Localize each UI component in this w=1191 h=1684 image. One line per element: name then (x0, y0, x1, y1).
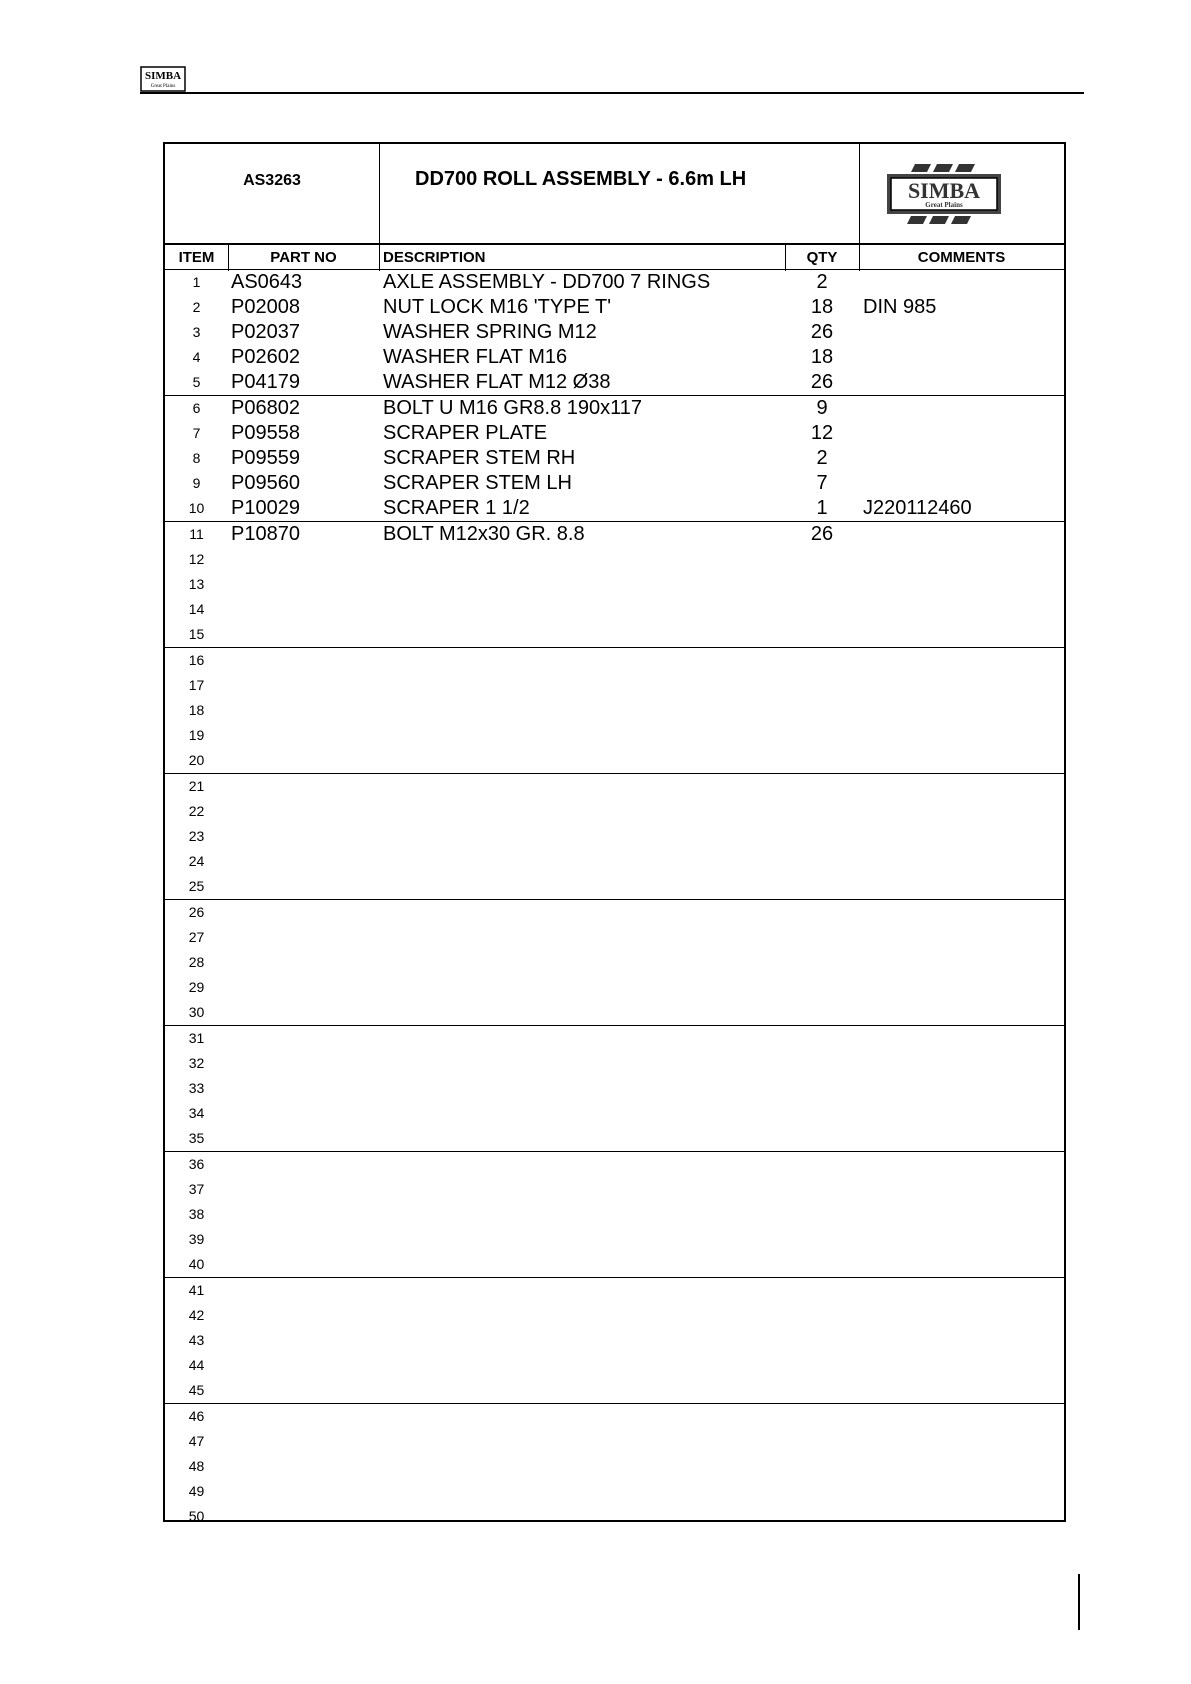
header-logo (140, 66, 186, 92)
cell-part-no: P09559 (231, 447, 300, 469)
table-row (165, 471, 1064, 496)
cell-comments: J220112460 (863, 497, 972, 519)
cell-qty (785, 1000, 859, 1025)
cell-item: 9 (192, 475, 201, 491)
cell-item: 42 (188, 1307, 205, 1323)
cell-item: 14 (188, 601, 205, 617)
table-row (165, 1278, 1064, 1303)
cell-item: 29 (188, 979, 205, 995)
cell-qty (785, 774, 859, 799)
table-row (165, 925, 1064, 950)
cell-item: 1 (192, 274, 201, 290)
cell-part-no: P02008 (231, 296, 300, 318)
table-row (165, 1101, 1064, 1126)
header-rule (140, 92, 1084, 94)
cell-item: 49 (188, 1483, 205, 1499)
cell-item: 16 (188, 652, 205, 668)
cell-item: 40 (188, 1256, 205, 1272)
cell-item: 13 (188, 576, 205, 592)
cell-description: BOLT U M16 GR8.8 190x117 (383, 397, 643, 419)
table-row (165, 1126, 1064, 1152)
column-divider (785, 245, 786, 271)
table-row (165, 1328, 1064, 1353)
cell-qty (785, 723, 859, 748)
cell-item: 23 (188, 828, 205, 844)
cell-qty: 12 (810, 422, 834, 444)
cell-qty (785, 975, 859, 1000)
cell-qty (785, 1303, 859, 1328)
table-row (165, 1051, 1064, 1076)
cell-qty: 9 (816, 397, 828, 419)
header-logo-subtext: Great Plains (150, 84, 176, 89)
cell-description: SCRAPER STEM RH (383, 447, 576, 469)
cell-qty (785, 950, 859, 975)
column-divider (859, 245, 860, 271)
cell-item: 25 (188, 878, 205, 894)
cell-qty (785, 1026, 859, 1051)
cell-item: 27 (188, 929, 205, 945)
cell-item: 28 (188, 954, 205, 970)
table-row (165, 1504, 1064, 1529)
cell-item: 2 (192, 299, 201, 315)
cell-item: 26 (188, 904, 205, 920)
column-header-description: DESCRIPTION (383, 249, 486, 266)
cell-item: 44 (188, 1357, 205, 1373)
cell-qty (785, 799, 859, 824)
cell-qty (785, 1101, 859, 1126)
page-edge-mark (1078, 1574, 1080, 1630)
cell-qty (785, 572, 859, 597)
cell-item: 33 (188, 1080, 205, 1096)
column-header-qty: QTY (806, 249, 838, 266)
cell-description: NUT LOCK M16 'TYPE T' (383, 296, 612, 318)
table-row (165, 295, 1064, 320)
cell-description: SCRAPER 1 1/2 (383, 497, 530, 519)
cell-qty (785, 648, 859, 673)
cell-qty (785, 824, 859, 849)
cell-qty (785, 1252, 859, 1277)
cell-item: 11 (189, 526, 204, 542)
table-row (165, 1227, 1064, 1252)
table-row (165, 799, 1064, 824)
cell-item: 32 (188, 1055, 205, 1071)
table-row (165, 572, 1064, 597)
table-row (165, 1076, 1064, 1101)
table-row (165, 1404, 1064, 1429)
cell-item: 6 (192, 400, 201, 416)
table-row (165, 648, 1064, 673)
table-row (165, 345, 1064, 370)
cell-item: 5 (192, 374, 201, 390)
cell-qty (785, 748, 859, 773)
header-divider (859, 144, 860, 243)
header-logo-text: SIMBA (144, 70, 182, 82)
cell-qty: 18 (810, 296, 834, 318)
cell-item: 8 (192, 450, 201, 466)
cell-item: 46 (188, 1408, 205, 1424)
cell-item: 37 (188, 1181, 205, 1197)
cell-item: 48 (188, 1458, 205, 1474)
table-row (165, 270, 1064, 295)
cell-item: 43 (188, 1332, 205, 1348)
cell-description: WASHER FLAT M12 Ø38 (383, 371, 611, 393)
cell-qty: 7 (816, 472, 828, 494)
table-row (165, 1177, 1064, 1202)
cell-item: 24 (188, 853, 205, 869)
table-row (165, 673, 1064, 698)
cell-qty (785, 1479, 859, 1504)
table-row (165, 849, 1064, 874)
parts-sheet (163, 142, 1066, 1522)
assembly-code: AS3263 (243, 172, 301, 189)
table-row (165, 370, 1064, 396)
cell-qty (785, 1504, 859, 1529)
cell-qty (785, 1202, 859, 1227)
cell-qty (785, 622, 859, 647)
cell-item: 10 (188, 500, 205, 516)
cell-qty (785, 1076, 859, 1101)
cell-item: 36 (188, 1156, 205, 1172)
table-row (165, 320, 1064, 345)
table-row (165, 522, 1064, 547)
table-row (165, 1026, 1064, 1051)
table-row (165, 900, 1064, 925)
table-row (165, 950, 1064, 975)
column-header-row (165, 245, 1064, 270)
cell-qty: 2 (816, 447, 828, 469)
table-row (165, 723, 1064, 748)
cell-item: 3 (192, 324, 201, 340)
column-header-comments: COMMENTS (917, 249, 1006, 266)
cell-item: 20 (188, 752, 205, 768)
cell-part-no: P06802 (231, 397, 300, 419)
cell-item: 39 (188, 1231, 205, 1247)
cell-qty (785, 849, 859, 874)
cell-qty (785, 925, 859, 950)
cell-qty (785, 698, 859, 723)
table-row (165, 698, 1064, 723)
cell-qty: 18 (810, 346, 834, 368)
cell-item: 4 (192, 349, 201, 365)
table-row (165, 1303, 1064, 1328)
table-row (165, 421, 1064, 446)
cell-item: 7 (192, 425, 201, 441)
cell-qty (785, 1126, 859, 1151)
brand-logo (885, 160, 1003, 228)
table-row (165, 1378, 1064, 1404)
cell-qty: 2 (816, 271, 828, 293)
table-row (165, 874, 1064, 900)
cell-qty (785, 1454, 859, 1479)
cell-qty (785, 1378, 859, 1403)
cell-qty (785, 1278, 859, 1303)
table-row (165, 547, 1064, 572)
cell-qty (785, 1177, 859, 1202)
cell-part-no: P04179 (231, 371, 300, 393)
cell-item: 19 (188, 727, 205, 743)
cell-item: 22 (188, 803, 205, 819)
table-row (165, 1000, 1064, 1026)
cell-qty: 26 (810, 523, 834, 545)
table-row (165, 446, 1064, 471)
cell-item: 45 (188, 1382, 205, 1398)
parts-table-body (165, 270, 1064, 1529)
cell-qty (785, 673, 859, 698)
cell-description: SCRAPER STEM LH (383, 472, 572, 494)
cell-item: 12 (188, 551, 205, 567)
table-row (165, 1252, 1064, 1278)
cell-part-no: P09560 (231, 472, 300, 494)
sheet-header (165, 144, 1064, 245)
cell-item: 21 (188, 778, 205, 794)
cell-item: 50 (188, 1508, 205, 1524)
cell-item: 15 (188, 626, 205, 642)
brand-logo-text: SIMBA (907, 178, 981, 203)
cell-qty: 26 (810, 371, 834, 393)
cell-item: 41 (188, 1282, 205, 1298)
cell-part-no: P10029 (231, 497, 300, 519)
cell-item: 17 (188, 677, 205, 693)
table-row (165, 774, 1064, 799)
table-row (165, 622, 1064, 648)
table-row (165, 975, 1064, 1000)
column-header-part-no: PART NO (270, 249, 337, 266)
cell-item: 30 (188, 1004, 205, 1020)
cell-qty (785, 1353, 859, 1378)
cell-comments: DIN 985 (863, 296, 937, 318)
table-row (165, 824, 1064, 849)
cell-item: 34 (188, 1105, 205, 1121)
cell-part-no: P09558 (231, 422, 300, 444)
table-row (165, 1454, 1064, 1479)
cell-description: WASHER FLAT M16 (383, 346, 568, 368)
column-header-item: ITEM (178, 249, 215, 266)
assembly-title: DD700 ROLL ASSEMBLY - 6.6m LH (415, 168, 747, 190)
brand-logo-subtext: Great Plains (925, 201, 963, 209)
cell-qty (785, 900, 859, 925)
cell-description: AXLE ASSEMBLY - DD700 7 RINGS (383, 271, 711, 293)
cell-item: 35 (188, 1130, 205, 1146)
table-row (165, 1353, 1064, 1378)
table-row (165, 396, 1064, 421)
cell-item: 38 (188, 1206, 205, 1222)
table-row (165, 1429, 1064, 1454)
column-divider (379, 245, 380, 271)
header-divider (379, 144, 380, 243)
cell-qty (785, 1227, 859, 1252)
table-row (165, 496, 1064, 522)
table-row (165, 1152, 1064, 1177)
cell-qty (785, 1328, 859, 1353)
table-row (165, 1479, 1064, 1504)
cell-qty (785, 874, 859, 899)
cell-description: WASHER SPRING M12 (383, 321, 597, 343)
cell-item: 18 (188, 702, 205, 718)
table-row (165, 748, 1064, 774)
cell-qty: 1 (816, 497, 828, 519)
cell-part-no: AS0643 (231, 271, 303, 293)
cell-description: SCRAPER PLATE (383, 422, 548, 444)
column-divider (228, 245, 229, 271)
cell-item: 31 (188, 1030, 205, 1046)
cell-qty (785, 547, 859, 572)
cell-part-no: P10870 (231, 523, 300, 545)
cell-qty (785, 1152, 859, 1177)
cell-qty (785, 597, 859, 622)
cell-qty (785, 1404, 859, 1429)
cell-part-no: P02602 (231, 346, 300, 368)
cell-qty: 26 (810, 321, 834, 343)
cell-qty (785, 1429, 859, 1454)
table-row (165, 597, 1064, 622)
cell-part-no: P02037 (231, 321, 300, 343)
table-row (165, 1202, 1064, 1227)
cell-item: 47 (188, 1433, 205, 1449)
cell-description: BOLT M12x30 GR. 8.8 (383, 523, 585, 545)
cell-qty (785, 1051, 859, 1076)
